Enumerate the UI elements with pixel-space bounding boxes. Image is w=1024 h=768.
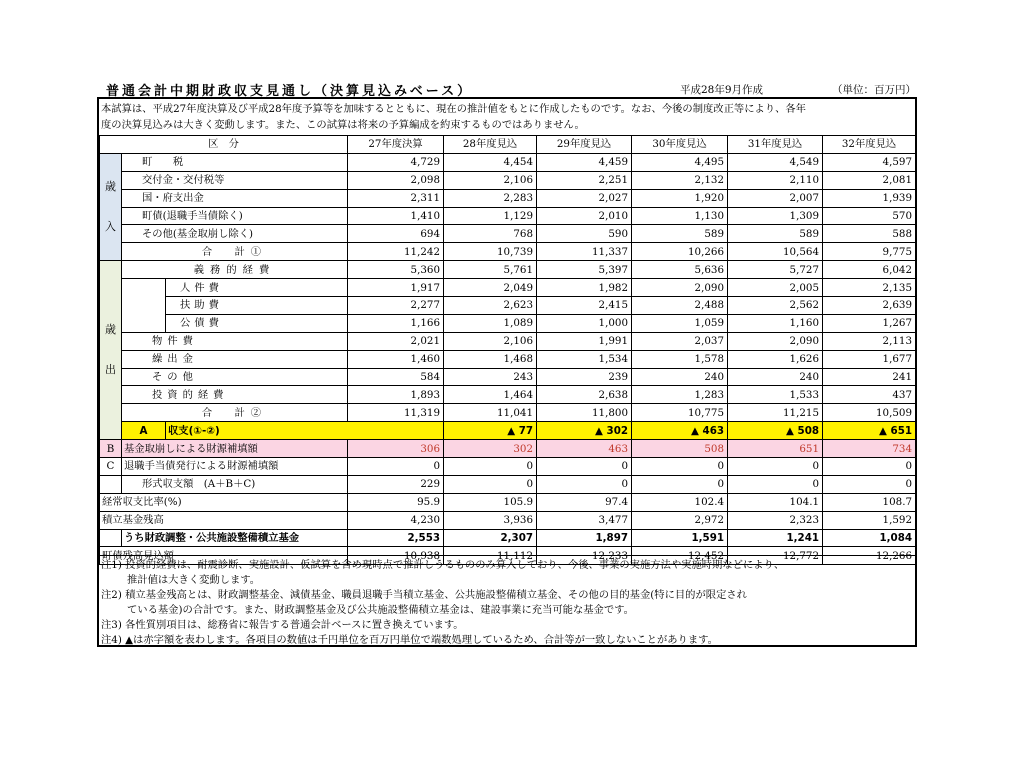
value-cell: 0 [632,475,728,493]
row-label: その他(基金取崩し除く) [122,225,348,243]
value-cell: 2,049 [444,279,537,297]
page-title: 普通会計中期財政収支見通し（決算見込みベース） [106,84,474,99]
expenditure-row [100,314,916,332]
value-cell: 2,007 [728,189,823,207]
value-cell: 1,089 [444,314,537,332]
value-cell: 2,251 [537,171,632,189]
value-cell: 2,106 [444,332,537,350]
report-header [98,80,918,98]
value-cell: 9,775 [823,243,916,261]
revenue-row [100,207,916,225]
value-cell: 2,132 [632,171,728,189]
value-cell: 4,230 [348,511,444,529]
revenue-row [100,225,916,243]
expenditure-row [100,279,916,297]
value-cell: 2,098 [348,171,444,189]
row-label: 町債残高見込額 [100,547,348,565]
header-year: 30年度見込 [632,136,728,154]
row-label: 町債(退職手当債除く) [122,207,348,225]
value-cell: 1,160 [728,314,823,332]
value-cell: 2,090 [632,279,728,297]
notes-section [99,555,915,647]
value-cell: 0 [444,458,537,476]
value-cell: 1,059 [632,314,728,332]
value-cell: 0 [537,475,632,493]
value-cell: 302 [444,440,537,458]
retirement-bond-row [100,458,916,476]
value-cell: 11,319 [348,404,444,422]
value-cell: 2,307 [444,529,537,547]
value-cell: ▲ 508 [728,422,823,440]
value-cell: 5,397 [537,261,632,279]
row-label: 国・府支出金 [122,189,348,207]
value-cell: 2,283 [444,189,537,207]
expenditure-row [100,261,916,279]
value-cell: 2,081 [823,171,916,189]
value-cell: 243 [444,368,537,386]
value-cell: 12,452 [632,547,728,565]
value-cell: 1,591 [632,529,728,547]
revenue-row [100,189,916,207]
row-label: 町 税 [122,153,348,171]
expenditure-row [100,297,916,315]
value-cell: 2,553 [348,529,444,547]
value-cell: 11,112 [444,547,537,565]
value-cell: 651 [728,440,823,458]
value-cell: 694 [348,225,444,243]
value-cell: 1,464 [444,386,537,404]
value-cell: 2,135 [823,279,916,297]
value-cell: 240 [728,368,823,386]
value-cell: 105.9 [444,493,537,511]
value-cell: 590 [537,225,632,243]
value-cell: 0 [823,458,916,476]
row-label: 繰出金 [122,350,348,368]
value-cell: 2,027 [537,189,632,207]
value-cell: 2,090 [728,332,823,350]
value-cell: 437 [823,386,916,404]
expenditure-total-row [100,404,916,422]
value-cell: 570 [823,207,916,225]
unit-label: （単位：百万円） [832,84,916,96]
indent-spacer [122,279,166,333]
value-cell: 5,727 [728,261,823,279]
row-letter: B [100,440,122,458]
value-cell: 6,042 [823,261,916,279]
header-category: 区 分 [100,136,348,154]
revenue-row [100,171,916,189]
row-label: 形式収支額 (A＋B＋C) [122,475,348,493]
value-cell: 11,800 [537,404,632,422]
value-cell: 11,041 [444,404,537,422]
value-cell: 1,130 [632,207,728,225]
value-cell: 1,460 [348,350,444,368]
intro-line: 度の決算見込みは大きく変動します。また、この試算は将来の予算編成を約束するものではありません。 [101,119,585,131]
value-cell: 2,277 [348,297,444,315]
value-cell: 2,005 [728,279,823,297]
row-label: 基金取崩しによる財源補填額 [122,440,348,458]
value-cell: 12,266 [823,547,916,565]
value-cell: 11,242 [348,243,444,261]
value-cell: 1,267 [823,314,916,332]
note-line: 推計値は大きく変動します。 [127,574,261,586]
value-cell: 306 [348,440,444,458]
expenditure-row [100,332,916,350]
row-label: 経常収支比率(%) [100,493,348,511]
blank-cell [100,475,122,493]
value-cell: 241 [823,368,916,386]
row-label: 義務的経費 [122,261,348,279]
value-cell: 1,920 [632,189,728,207]
value-cell: 589 [728,225,823,243]
value-cell: 0 [728,475,823,493]
balance-row [100,422,916,440]
value-cell: 768 [444,225,537,243]
side-label [100,261,122,440]
value-cell: 1,309 [728,207,823,225]
value-cell: 588 [823,225,916,243]
value-cell: 10,739 [444,243,537,261]
report-frame [97,97,917,647]
value-cell: 12,233 [537,547,632,565]
value-cell: 11,337 [537,243,632,261]
intro-line: 本試算は、平成27年度決算及び平成28年度予算等を加味するとともに、現在の推計値をもとに作成したものです。なお、今後の制度改正等により、各年 [101,103,806,115]
note-line: 注2) 積立基金残高とは、財政調整基金、減債基金、職員退職手当積立基金、公共施設整備積立基金、その他の目的基金(特に目的が限定され [101,589,747,601]
value-cell: 239 [537,368,632,386]
value-cell: 1,982 [537,279,632,297]
value-cell: 0 [537,458,632,476]
side-label-chars [100,179,121,235]
value-cell: 2,037 [632,332,728,350]
ratio-row [100,493,916,511]
value-cell: 0 [823,475,916,493]
row-label: その他 [122,368,348,386]
value-cell: 3,936 [444,511,537,529]
row-label: 人件費 [166,279,348,297]
value-cell: 1,468 [444,350,537,368]
value-cell: 5,761 [444,261,537,279]
value-cell: 1,129 [444,207,537,225]
value-cell: 1,592 [823,511,916,529]
value-cell: 1,241 [728,529,823,547]
row-label: 合 計① [122,243,348,261]
side-label-char: 出 [105,363,116,377]
value-cell: 3,477 [537,511,632,529]
side-label [100,153,122,260]
value-cell: 463 [537,440,632,458]
expenditure-row [100,350,916,368]
value-cell: 1,410 [348,207,444,225]
fund-row [100,511,916,529]
value-cell: 5,636 [632,261,728,279]
value-cell: 2,106 [444,171,537,189]
value-cell: 2,110 [728,171,823,189]
note-line: 注1) 投資的経費は、耐震診断、実施設計、仮試算を含め現時点で推計しうるもののみ算入しており、今後、事業の実施方法や実施時期などにより、 [101,559,785,571]
value-cell: 2,972 [632,511,728,529]
value-cell: ▲ 463 [632,422,728,440]
blank-cell [100,529,122,547]
header-year: 32年度見込 [823,136,916,154]
fund-sub-row [100,529,916,547]
value-cell: 95.9 [348,493,444,511]
value-cell: 1,897 [537,529,632,547]
value-cell: 2,113 [823,332,916,350]
value-cell: 229 [348,475,444,493]
note-line: 注4) ▲は赤字額を表わします。各項目の数値は千円単位を百万円単位で端数処理しているため、合計等が一致しないことがあります。 [101,634,718,646]
header-year: 28年度見込 [444,136,537,154]
side-label-char: 歳 [105,323,116,337]
formal-balance-row [100,475,916,493]
value-cell: 10,775 [632,404,728,422]
row-letter: A [122,422,166,440]
value-cell: 1,533 [728,386,823,404]
value-cell: 1,893 [348,386,444,404]
revenue-row [100,153,916,171]
value-cell: ▲ 77 [444,422,537,440]
value-cell: ▲ 302 [537,422,632,440]
value-cell: 1,534 [537,350,632,368]
expenditure-row [100,368,916,386]
header-year: 27年度決算 [348,136,444,154]
row-label: 扶助費 [166,297,348,315]
value-cell: 4,597 [823,153,916,171]
header-row [100,136,916,154]
expenditure-row [100,386,916,404]
value-cell: 2,638 [537,386,632,404]
value-cell: 1,578 [632,350,728,368]
value-cell: 0 [728,458,823,476]
value-cell: 584 [348,368,444,386]
value-cell: 104.1 [728,493,823,511]
value-cell: 1,677 [823,350,916,368]
side-label-char: 入 [105,220,116,234]
row-label: 交付金・交付税等 [122,171,348,189]
value-cell: 10,938 [348,547,444,565]
value-cell: 10,564 [728,243,823,261]
value-cell: 102.4 [632,493,728,511]
value-cell: 589 [632,225,728,243]
value-cell: 2,021 [348,332,444,350]
value-cell: 2,623 [444,297,537,315]
value-cell: 10,266 [632,243,728,261]
row-label: 収支(①-②) [166,422,444,440]
value-cell: 1,939 [823,189,916,207]
value-cell: ▲ 651 [823,422,916,440]
value-cell: 11,215 [728,404,823,422]
revenue-total-row [100,243,916,261]
value-cell: 1,084 [823,529,916,547]
value-cell: 1,283 [632,386,728,404]
value-cell: 4,454 [444,153,537,171]
created-date: 平成28年9月作成 [680,84,764,96]
value-cell: 4,549 [728,153,823,171]
value-cell: 4,459 [537,153,632,171]
side-label-char: 歳 [105,180,116,194]
row-label: 退職手当債発行による財源補填額 [122,458,348,476]
value-cell: 2,415 [537,297,632,315]
value-cell: 0 [444,475,537,493]
row-letter: C [100,458,122,476]
value-cell: 2,562 [728,297,823,315]
value-cell: 2,323 [728,511,823,529]
row-label: 公債費 [166,314,348,332]
value-cell: 2,311 [348,189,444,207]
header-year: 31年度見込 [728,136,823,154]
intro-text [99,99,915,136]
value-cell: 508 [632,440,728,458]
row-label: 積立基金残高 [100,511,348,529]
value-cell: 97.4 [537,493,632,511]
value-cell: 1,626 [728,350,823,368]
note-line: ている基金)の合計です。また、財政調整基金及び公共施設整備積立基金は、建設事業に充当可能な基金です。 [127,604,634,616]
value-cell: 0 [632,458,728,476]
fund-draw-row [100,440,916,458]
value-cell: 10,509 [823,404,916,422]
value-cell: 5,360 [348,261,444,279]
value-cell: 2,010 [537,207,632,225]
row-label: うち財政調整・公共施設整備積立基金 [122,529,348,547]
value-cell: 1,917 [348,279,444,297]
header-year: 29年度見込 [537,136,632,154]
value-cell: 4,495 [632,153,728,171]
value-cell: 2,488 [632,297,728,315]
value-cell: 4,729 [348,153,444,171]
side-label-chars [100,322,121,378]
value-cell: 2,639 [823,297,916,315]
value-cell: 1,166 [348,314,444,332]
value-cell: 240 [632,368,728,386]
value-cell: 1,991 [537,332,632,350]
note-line: 注3) 各性質別項目は、総務省に報告する普通会計ベースに置き換えています。 [101,619,464,631]
value-cell: 734 [823,440,916,458]
value-cell: 1,000 [537,314,632,332]
fiscal-table [99,135,916,565]
value-cell: 12,772 [728,547,823,565]
row-label: 投資的経費 [122,386,348,404]
value-cell: 108.7 [823,493,916,511]
row-label: 物件費 [122,332,348,350]
row-label: 合 計② [122,404,348,422]
value-cell: 0 [348,458,444,476]
